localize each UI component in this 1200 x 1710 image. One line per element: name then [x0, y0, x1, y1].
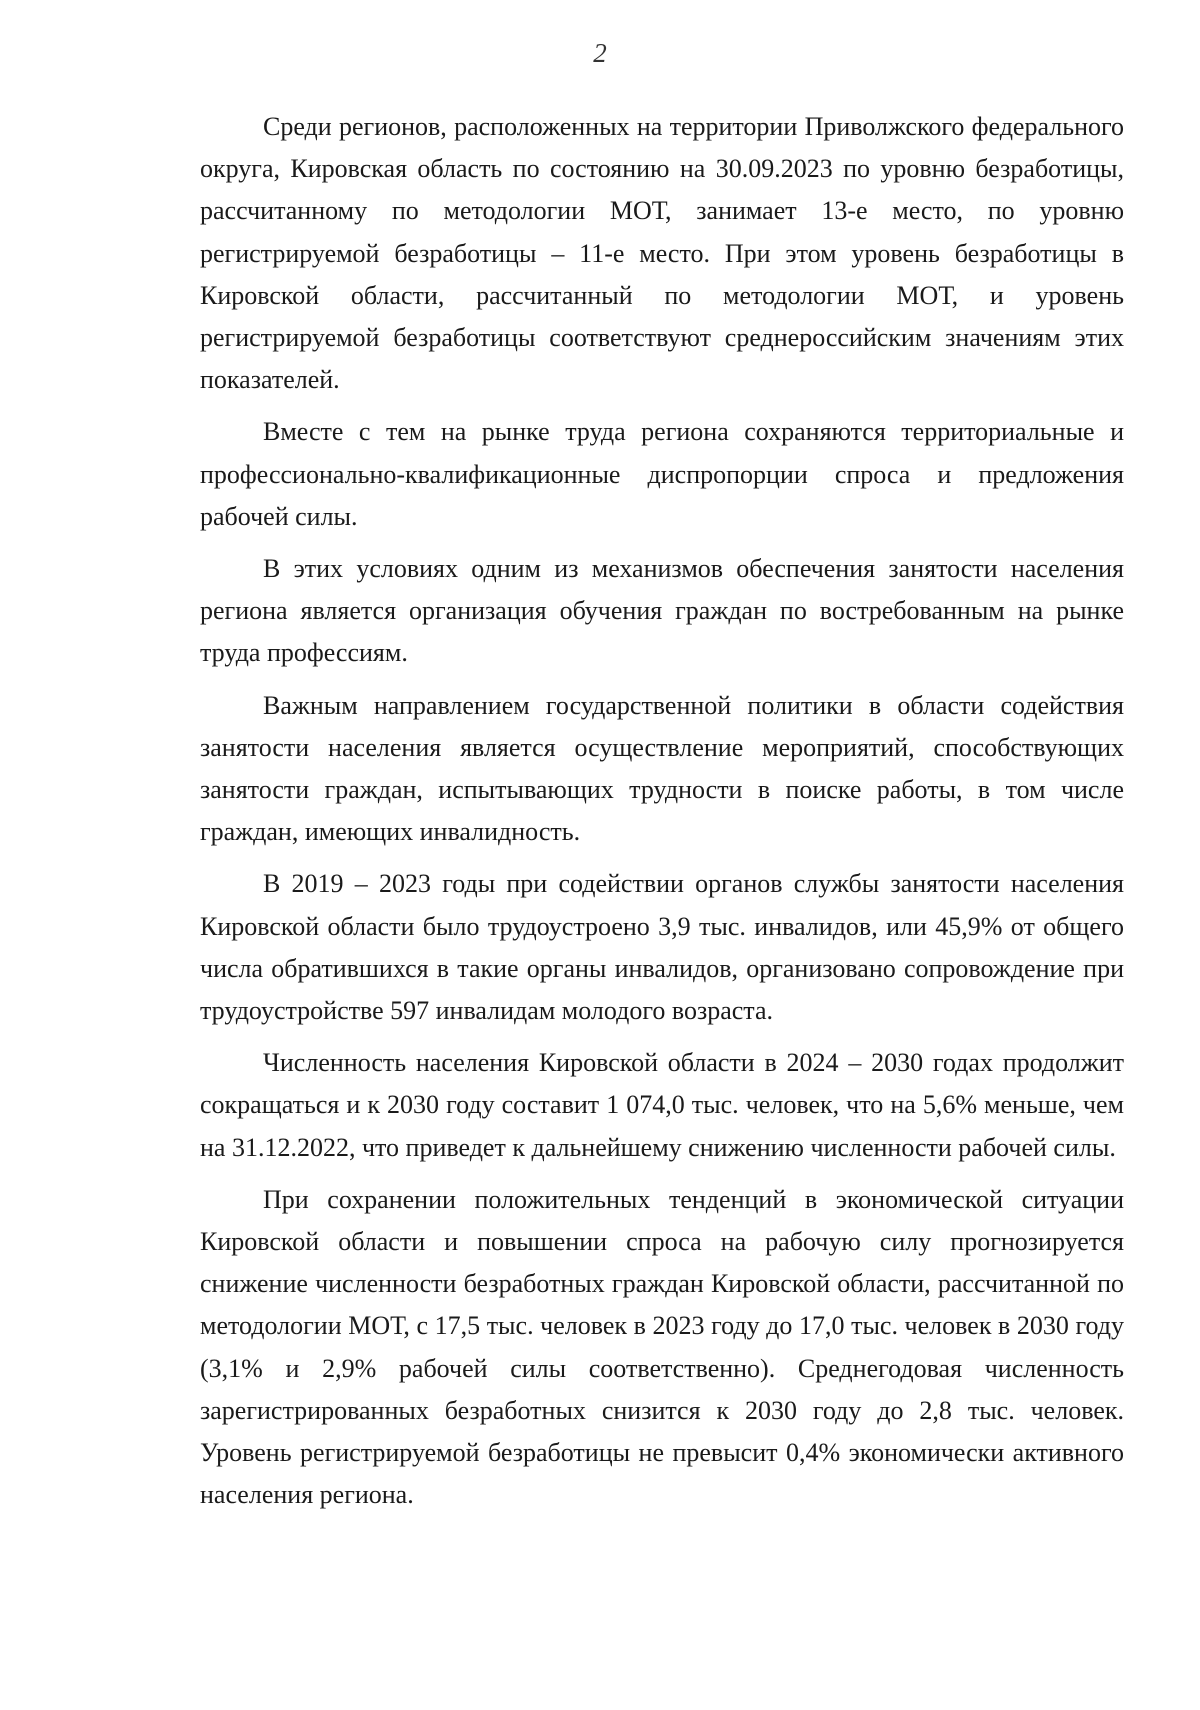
paragraph-unemployment-forecast: При сохранении положительных тенденций в экономической ситуации Кировской области и повышении спроса на рабочую силу прогнозируется снижение численности безработных граждан Кировской области, рассчитанной по методологии МОТ, с 17,5 тыс. человек в 2023 году до 17,0 тыс. человек в 2030 году (3,1% и 2,9% рабочей силы соответственно). Среднегодовая численность зарегистрированных безработных снизится к 2030 году до 2,8 тыс. человек. Уровень регистрируемой безработицы не превысит 0,4% экономически активного населения региона.	[200, 1184, 1124, 1510]
paragraph-training-mechanism: В этих условиях одним из механизмов обеспечения занятости населения региона является организация обучения граждан по востребованным на рынке труда профессиям.	[200, 554, 1124, 668]
paragraph-regional-ranking: Среди регионов, расположенных на территории Приволжского федерального округа, Кировская область по состоянию на 30.09.2023 по уровню безработицы, рассчитанному по методологии МОТ, занимает 13-е место, по уровню регистрируемой безработицы – 11-е место. При этом уровень безработицы в Кировской области, рассчитанный по методологии МОТ, и уровень регистрируемой безработицы соответствуют среднероссийским значениям этих показателей.	[200, 112, 1124, 395]
page-number: 2	[593, 38, 607, 68]
paragraph-state-policy: Важным направлением государственной политики в области содействия занятости населения является осуществление мероприятий, способствующих занятости граждан, испытывающих трудности в поиске работы, в том числе граждан, имеющих инвалидность.	[200, 690, 1124, 847]
paragraph-labor-disproportions: Вместе с тем на рынке труда региона сохраняются территориальные и профессионально-квалификационные диспропорции спроса и предложения рабочей силы.	[200, 417, 1124, 531]
paragraph-population-forecast: Численность населения Кировской области в 2024 – 2030 годах продолжит сокращаться и к 2030 году составит 1 074,0 тыс. человек, что на 5,6% меньше, чем на 31.12.2022, что приведет к дальнейшему снижению численности рабочей силы.	[200, 1048, 1124, 1162]
document-body	[200, 106, 1124, 1517]
paragraph-disabled-employment: В 2019 – 2023 годы при содействии органов службы занятости населения Кировской области было трудоустроено 3,9 тыс. инвалидов, или 45,9% от общего числа обратившихся в такие органы инвалидов, организовано сопровождение при трудоустройстве 597 инвалидам молодого возраста.	[200, 869, 1124, 1026]
